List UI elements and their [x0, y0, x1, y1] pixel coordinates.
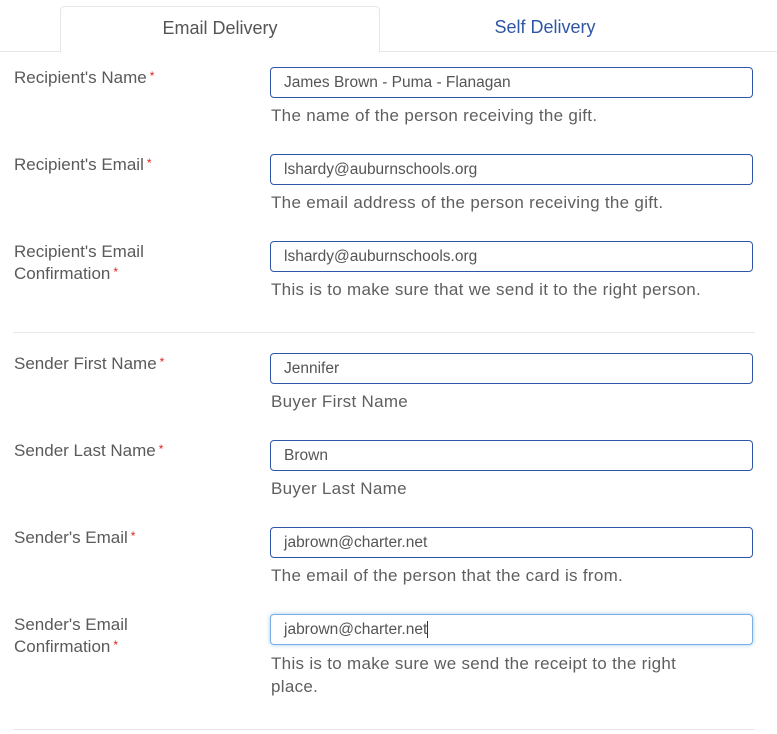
sender-email-label — [14, 527, 254, 549]
sender-email-help: The email of the person that the card is from. — [271, 566, 624, 585]
label-line2: Confirmation — [14, 264, 111, 283]
label-line2: Confirmation — [14, 637, 111, 656]
required-marker: * — [130, 529, 136, 543]
input-value: jabrown@charter.net — [284, 621, 428, 638]
required-marker: * — [149, 69, 155, 83]
sender-first-name-help: Buyer First Name — [271, 392, 409, 411]
help-line1: This is to make sure we send the receipt to the right — [271, 654, 677, 673]
recipient-email-label — [14, 154, 254, 176]
required-marker: * — [113, 638, 119, 652]
sender-last-name-help: Buyer Last Name — [271, 479, 407, 498]
required-marker: * — [113, 265, 119, 279]
section-divider — [13, 332, 755, 333]
label-text: Sender's Email — [14, 528, 128, 547]
label-text: Recipient's Email — [14, 155, 144, 174]
recipient-name-label — [14, 67, 254, 89]
sender-email-confirm-help — [271, 652, 741, 698]
delivery-tabs — [0, 0, 777, 52]
sender-email-confirm-input[interactable] — [270, 614, 753, 645]
sender-email-input[interactable]: jabrown@charter.net — [270, 527, 753, 558]
label-line1: Recipient's Email — [14, 242, 144, 261]
tab-self-delivery[interactable]: Self Delivery — [494, 17, 596, 37]
help-line2: place. — [271, 677, 319, 696]
recipient-email-help: The email address of the person receiving the gift. — [271, 193, 664, 212]
required-marker: * — [158, 442, 164, 456]
tab-email-delivery[interactable]: Email Delivery — [60, 6, 380, 53]
sender-first-name-input[interactable]: Jennifer — [270, 353, 753, 384]
recipient-name-help: The name of the person receiving the gift. — [271, 106, 598, 125]
required-marker: * — [159, 355, 165, 369]
recipient-name-input[interactable]: James Brown - Puma - Flanagan — [270, 67, 753, 98]
label-text: Sender First Name — [14, 354, 157, 373]
label-text: Recipient's Name — [14, 68, 147, 87]
label-line1: Sender's Email — [14, 615, 128, 634]
sender-last-name-input[interactable]: Brown — [270, 440, 753, 471]
recipient-email-confirm-input[interactable]: lshardy@auburnschools.org — [270, 241, 753, 272]
label-text: Sender Last Name — [14, 441, 156, 460]
required-marker: * — [146, 156, 152, 170]
sender-last-name-label — [14, 440, 254, 462]
sender-email-confirm-label — [14, 614, 254, 658]
recipient-email-input[interactable]: lshardy@auburnschools.org — [270, 154, 753, 185]
recipient-email-confirm-label — [14, 241, 254, 285]
text-caret — [427, 621, 428, 638]
sender-first-name-label — [14, 353, 254, 375]
section-divider — [13, 729, 755, 730]
recipient-email-confirm-help: This is to make sure that we send it to the right person. — [271, 280, 702, 299]
